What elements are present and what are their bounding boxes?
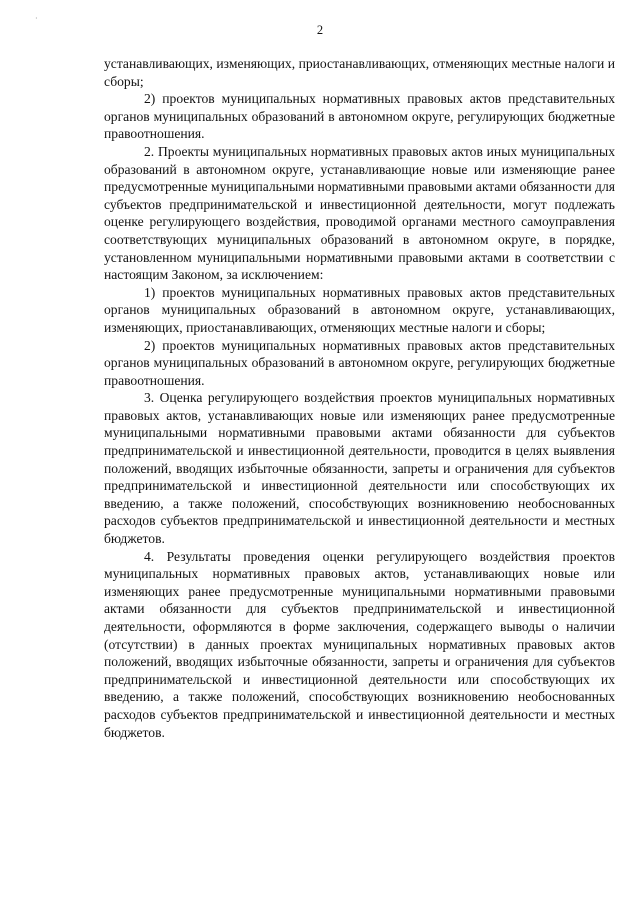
scan-artifact: ·	[35, 14, 38, 23]
paragraph-section-3: 3. Оценка регулирующего воздействия проектов муниципальных нормативных правовых актов, устанавливающих новые или изменяющих ранее предусмотренные муниципальными нормативными правовыми актами обязанности для субъектов предпринимательской и инвестиционной деятельности, проводится в целях выявления положений, вводящих избыточные обязанности, запреты и ограничения для субъектов предпринимательской и инвестиционной деятельности или способствующих их введению, а также положений, способствующих возникновению необоснованных расходов субъектов предпринимательской и инвестиционной деятельности и местных бюджетов.	[104, 390, 615, 547]
paragraph-subitem-1: 1) проектов муниципальных нормативных правовых актов представительных органов муниципальных образований в автономном округе, устанавливающих, изменяющих, приостанавливающих, отменяющих местные налоги и сборы;	[104, 284, 615, 335]
paragraph-item-2: 2) проектов муниципальных нормативных правовых актов представительных органов муниципальных образований в автономном округе, регулирующих бюджетные правоотношения.	[104, 91, 615, 142]
document-body	[104, 55, 615, 741]
paragraph-section-4: 4. Результаты проведения оценки регулирующего воздействия проектов муниципальных нормативных правовых актов, устанавливающих новые или изменяющих ранее предусмотренные муниципальными нормативными правовыми актами обязанности для субъектов предпринимательской и инвестиционной деятельности, оформляются в форме заключения, содержащего выводы о наличии (отсутствии) в данных проектах муниципальных нормативных правовых актов положений, вводящих избыточные обязанности, запреты и ограничения для субъектов предпринимательской и инвестиционной деятельности или способствующих их введению, а также положений, способствующих возникновению необоснованных расходов субъектов предпринимательской и инвестиционной деятельности и местных бюджетов.	[104, 548, 615, 740]
paragraph-section-2: 2. Проекты муниципальных нормативных правовых актов иных муниципальных образований в автономном округе, устанавливающие новые или изменяющие ранее предусмотренные муниципальными нормативными правовыми актами обязанности для субъектов предпринимательской и инвестиционной деятельности, могут подлежать оценке регулирующего воздействия, проводимой органами местного самоуправления соответствующих муниципальных образований в автономном округе, в порядке, установленном муниципальными нормативными правовыми актами в соответствии с настоящим Законом, за исключением:	[104, 143, 615, 283]
page-number: 2	[316, 23, 324, 37]
paragraph-continuation: устанавливающих, изменяющих, приостанавливающих, отменяющих местные налоги и сборы;	[104, 56, 615, 89]
paragraph-subitem-2: 2) проектов муниципальных нормативных правовых актов представительных органов муниципальных образований в автономном округе, регулирующих бюджетные правоотношения.	[104, 337, 615, 388]
